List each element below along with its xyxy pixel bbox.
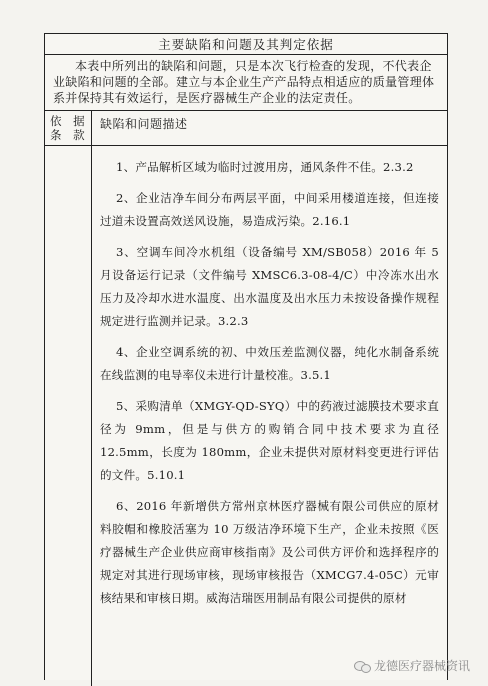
basis-column (45, 146, 92, 686)
defects-table (44, 33, 448, 680)
wechat-icon (354, 660, 370, 672)
defect-item-6: 6、2016 年新增供方常州京林医疗器械有限公司供应的原材料胶帽和橡胶活塞为 10 万级洁净环境下生产，企业未按照《医疗器械生产企业供应商审核指南》及公司供方评价和选择程序的规定对其进行现场审核，现场审核报告（XMCG7.4-05C）元审核结果和审核日期。威海洁瑞医用制品有限公司提供的原材 (100, 499, 439, 605)
basis-header-line1: 依 据 (50, 114, 89, 128)
table-title: 主要缺陷和问题及其判定依据 (45, 34, 447, 55)
defect-item-4: 4、企业空调系统的初、中效压差监测仪器，纯化水制备系统在线监测的电导率仪未进行计量校准。3.5.1 (100, 345, 439, 382)
defect-item-2: 2、企业洁净车间分布两层平面，中间采用楼道连接，但连接过道未设置高效送风设施，易造成污染。2.16.1 (100, 191, 439, 228)
watermark-text: 龙德医疗器械资讯 (373, 659, 470, 673)
basis-header-line2: 条 款 (50, 128, 89, 142)
defect-item-1: 1、产品解析区域为临时过渡用房，通风条件不佳。2.3.2 (116, 160, 414, 174)
defect-item-5: 5、采购清单（XMGY-QD-SYQ）中的药液过滤膜技术要求直径为 9mm，但是与供方的购销合同中技术要求为直径 12.5mm，长度为 180mm，企业未提供对原材料变更进行评估的文件。5.10.1 (100, 399, 439, 482)
basis-clause-header (45, 111, 92, 145)
table-body (45, 146, 447, 686)
defect-item-3: 3、空调车间冷水机组（设备编号 XM/SB058）2016 年 5 月设备运行记录（文件编号 XMSC6.3-08-4/C）中冷冻水出水压力及冷却水进水温度、出水温度及出水压力未按设备操作规程规定进行监测并记录。3.2.3 (100, 245, 439, 328)
table-header (45, 111, 447, 146)
watermark (354, 657, 470, 674)
description-header: 缺陷和问题描述 (100, 117, 188, 131)
description-column (92, 146, 447, 686)
intro-paragraph: 本表中所列出的缺陷和问题，只是本次飞行检查的发现，不代表企业缺陷和问题的全部。建立与本企业生产产品特点相适应的质量管理体系并保持其有效运行，是医疗器械生产企业的法定责任。 (45, 55, 447, 111)
